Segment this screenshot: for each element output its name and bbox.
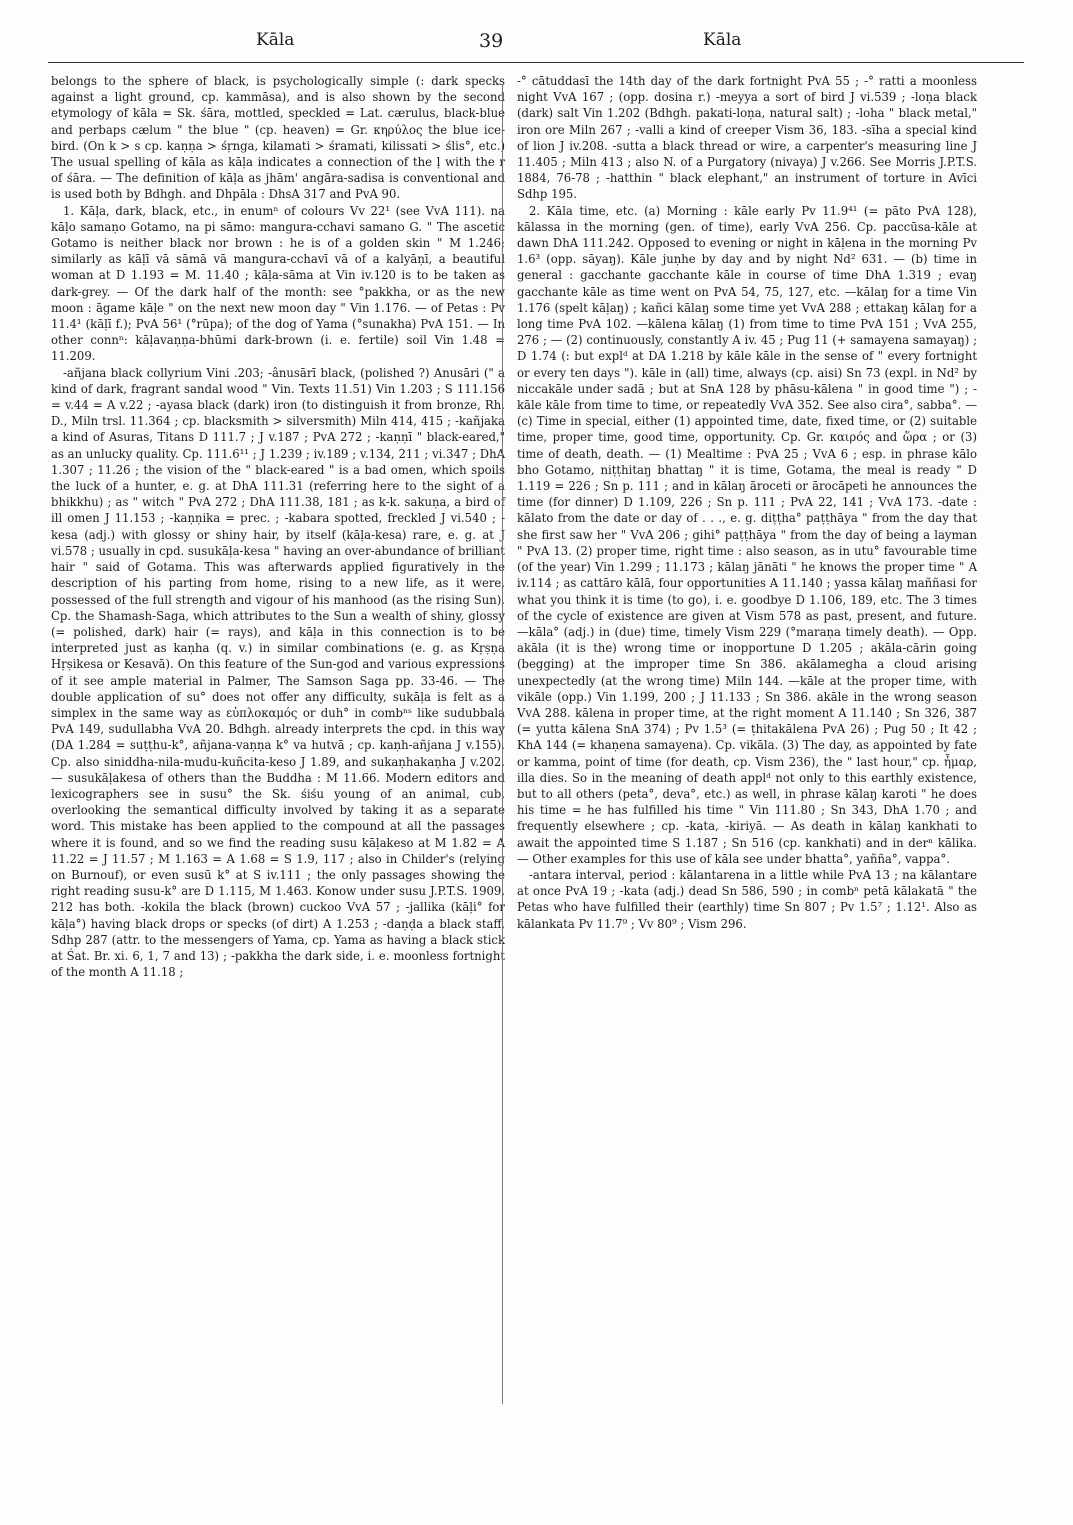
entry-paragraph: -antara interval, period : kālantarena in a little while PvA 13 ; na kālantare at once PvA 19 ; -kata (adj.) dead Sn 586, 590 ; in combⁿ petā kālakatā " the Petas who have fulfilled their (earthly) time Sn 807 ; Pv 1.5⁷ ; 1.12¹. Also as kālankata Pv 11.7⁹ ; Vv 80⁹ ; Vism 296.: [517, 867, 977, 931]
right-column: [517, 73, 977, 932]
column-divider: [502, 84, 503, 1404]
entry-paragraph: 2. Kāla time, etc. (a) Morning : kāle early Pv 11.9⁴¹ (= pāto PvA 128), kālassa in the morning (gen. of time), early VvA 256. Cp. paccūsa-kāle at dawn DhA 111.242. Opposed to evening or night in kāḷena in the morning Pv 1.6³ (opp. sāyaŋ). Kāle juṇhe by day and by night Nd² 631. — (b) time in general : gacchante gacchante kāle in course of time DhA 1.319 ; evaŋ gacchante kāle as time went on PvA 54, 75, 127, etc. —kālaŋ for a time Vin 1.176 (spelt kāḷaŋ) ; kañci kālaŋ some time yet VvA 288 ; ettakaŋ kālaŋ for a long time PvA 102. —kālena kālaŋ (1) from time to time PvA 151 ; VvA 255, 276 ; — (2) continuously, constantly A iv. 45 ; Pug 11 (+ samayena samayaŋ) ; D 1.74 (: but explᵈ at DA 1.218 by kāle kāle in the sense of " every fortnight or every ten days "). kāle in (all) time, always (cp. aisi) Sn 73 (expl. in Nd² by niccakāle under sadā ; but at SnA 128 by phāsu-kālena " in good time ") ; -kāle kāle from time to time, or repeatedly VvA 352. See also cira°, sabba°. — (c) Time in special, either (1) appointed time, date, fixed time, or (2) suitable time, proper time, good time, opportunity. Cp. Gr. καιρός and ὥρα ; or (3) time of death, death. — (1) Mealtime : PvA 25 ; VvA 6 ; esp. in phrase kālo bho Gotamo, niṭṭhitaŋ bhattaŋ " it is time, Gotama, the meal is ready " D 1.119 = 226 ; Sn p. 111 ; and in kālaŋ āroceti or ārocāpeti he announces the time (for dinner) D 1.109, 226 ; Sn p. 111 ; PvA 22, 141 ; VvA 173. -date : kālato from the date or day of . . ., e. g. diṭṭha° paṭṭhāya " from the day that she first saw her " VvA 206 ; gihi° paṭṭhāya " from the day of being a layman " PvA 13. (2) proper time, right time : also season, as in utu° favourable time (of the year) Vin 1.299 ; 11.173 ; kālaŋ jānāti " he knows the proper time " A iv.114 ; as cattāro kālā, four opportunities A 11.140 ; yassa kālaŋ maññasi for what you think it is time (to go), i. e. goodbye D 1.106, 189, etc. The 3 times of the cycle of existence are given at Vism 578 as past, present, and future. —kāla° (adj.) in (due) time, timely Vism 229 (°maraṇa timely death). — Opp. akāla (it is the) wrong time or inopportune D 1.205 ; akāla-cārin going (begging) at the improper time Sn 386. akālamegha a cloud arising unexpectedly (at the wrong time) Miln 144. —kāle at the proper time, with vikāle (opp.) Vin 1.199, 200 ; J 11.133 ; Sn 386. akāle in the wrong season VvA 288. kālena in proper time, at the right moment A 11.140 ; Sn 326, 387 (= yutta kālena SnA 374) ; Pv 1.5³ (= ṭhitakālena PvA 26) ; Pug 50 ; It 42 ; KhA 144 (= khaṇena samayena). Cp. vikāla. (3) The day, as appointed by fate or kamma, point of time (for death, cp. Vism 236), the " last hour," cp. ἦμαρ, illa dies. So in the meaning of death applᵈ not only to this earthly existence, but to all others (peta°, deva°, etc.) as well, in phrase kālaŋ karoti " he does his time = he has fulfilled his time " Vin 111.80 ; Sn 343, DhA 1.70 ; and frequently elsewhere ; cp. -kata, -kiriyā. — As death in kālaŋ kankhati to await the appointed time S 1.187 ; Sn 516 (cp. kankhati) and in derⁿ kālika. — Other examples for this use of kāla see under bhatta°, yañña°, vappa°.: [517, 203, 977, 866]
entry-paragraph: -° cātuddasī the 14th day of the dark fortnight PvA 55 ; -° ratti a moonless night VvA 167 ; (opp. dosina r.) -meyya a sort of bird J vi.539 ; -loṇa black (dark) salt Vin 1.202 (Bdhgh. pakati-loṇa, natural salt) ; -loha " black metal," iron ore Miln 267 ; -valli a kind of creeper Vism 36, 183. -sīha a special kind of lion J iv.208. -sutta a black thread or wire, a carpenter's measuring line J 11.405 ; Miln 413 ; also N. of a Purgatory (nivaya) J v.266. See Morris J.P.T.S. 1884, 76-78 ; -hatthin " black elephant," an instrument of torture in Avīci Sdhp 195.: [517, 74, 977, 202]
header-left-title: Kāla: [256, 30, 295, 50]
running-header: [48, 30, 1023, 62]
entry-paragraph: belongs to the sphere of black, is psychologically simple (: dark specks against a light ground, cp. kammāsa), and is also shown by the second etymology of kāla = Sk. śāra, mottled, speckled = Lat. cærulus, black-blue and perbaps cælum " the blue " (cp. heaven) = Gr. κηρύλος the blue ice-bird. (On k > s cp. kaṇṇa > śṛnga, kilamati > śramati, kilissati > ślis°, etc.) The usual spelling of kāla as kāḷa indicates a connection of the ḷ with the r of śāra. — The definition of kāḷa as jhām' angāra-sadisa is conventional and is used both by Bdhgh. and Dhpāla : DhsA 317 and PvA 90.: [51, 74, 505, 202]
left-column: [51, 73, 505, 980]
header-right-title: Kāla: [703, 30, 742, 50]
entry-paragraph: -añjana black collyrium Vini .203; -ânusārī black, (polished ?) Anusāri (" a kind of dark, fragrant sandal wood " Vin. Texts 11.51) Vin 1.203 ; S 111.156 = v.44 = A v.22 ; -ayasa black (dark) iron (to distinguish it from bronze, Rh. D., Miln trsl. 11.364 ; cp. blacksmith > silversmith) Miln 414, 415 ; -kañjaka a kind of Asuras, Titans D 111.7 ; J v.187 ; PvA 272 ; -kaṇṇī " black-eared," as an unlucky quality. Cp. 111.6¹¹ ; J 1.239 ; iv.189 ; v.134, 211 ; vi.347 ; DhA 1.307 ; 11.26 ; the vision of the " black-eared " is a bad omen, which spoils the luck of a hunter, e. g. at DhA 111.31 (referring here to the sight of a bhikkhu) ; as " witch " PvA 272 ; DhA 111.38, 181 ; as k-k. sakuṇa, a bird of ill omen J 11.153 ; -kaṇṇika = prec. ; -kabara spotted, freckled J vi.540 ; -kesa (adj.) with glossy or shiny hair, by itself (kāḷa-kesa) rare, e. g. at J vi.578 ; usually in cpd. susukāḷa-kesa " having an over-abundance of brilliant hair " said of Gotama. This was afterwards applied figuratively in the description of his parting from home, rising to a new life, as it were, possessed of the full strength and vigour of his manhood (as the rising Sun). Cp. the Shamash-Saga, which attributes to the Sun a wealth of shiny, glossy (= polished, dark) hair (= rays), and kāḷa in this connection is to be interpreted just as kaṇha (q. v.) in similar combinations (e. g. as Kṛṣṇa Hṛṣikesa or Kesavā). On this feature of the Sun-god and various expressions of it see ample material in Palmer, The Samson Saga pp. 33-46. — The double application of su° does not offer any difficulty, sukāḷa is felt as a simplex in the same way as εὐπλοκαμός or duh° in combⁿˢ like sudubbala PvA 149, sudullabha VvA 20. Bdhgh. already interprets the cpd. in this way (DA 1.284 = suṭṭhu-k°, añjana-vaṇṇa k° va hutvā ; cp. kaṇh-añjana J v.155). Cp. also siniddha-nila-mudu-kuñcita-keso J 1.89, and sukaṇhakaṇha J v.202. — susukāḷakesa of others than the Buddha : M 11.66. Modern editors and lexicographers see in susu° the Sk. śiśu young of an animal, cub, overlooking the semantical difficulty involved by taking it as a separate word. This mistake has been applied to the compound at all the passages where it is found, and so we find the reading susu kāḷakeso at M 1.82 = A 11.22 = J 11.57 ; M 1.163 = A 1.68 = S 1.9, 117 ; also in Childer's (relying on Burnouf), or even susū k° at S iv.111 ; the only passages showing the right reading susu-k° are D 1.115, M 1.463. Konow under susu J.P.T.S. 1909, 212 has both. -kokila the black (brown) cuckoo VvA 57 ; -jallika (kāḷi° for kāḷa°) having black drops or specks (of dirt) A 1.253 ; -daṇḍa a black staff, Sdhp 287 (attr. to the messengers of Yama, cp. Yama as having a black stick at Śat. Br. xi. 6, 1, 7 and 13) ; -pakkha the dark side, i. e. moonless fortnight of the month A 11.18 ;: [51, 365, 505, 980]
entry-paragraph: 1. Kāḷa, dark, black, etc., in enumⁿ of colours Vv 22¹ (see VvA 111). na kāḷo samaṇo Gotamo, na pi sāmo: mangura-cchavi samano G. " The ascetic Gotamo is neither black nor brown : he is of a golden skin " M 1.246; similarly as kāḷī vā sāmā vā mangura-cchavī vā of a kalyāṇī, a beautiful woman at D 1.193 = M. 11.40 ; kāḷa-sāma at Vin iv.120 is to be taken as dark-grey. — Of the dark half of the month: see °pakkha, or as the new moon : āgame kāḷe " on the next new moon day " Vin 1.176. — of Petas : Pv 11.4¹ (kāḷī f.); PvA 56¹ (°rūpa); of the dog of Yama (°sunakha) PvA 151. — In other connⁿ: kāḷavaṇṇa-bhūmi dark-brown (i. e. fertile) soil Vin 1.48 = 11.209.: [51, 203, 505, 364]
header-rule: [48, 62, 1024, 63]
page-number: 39: [479, 30, 504, 52]
